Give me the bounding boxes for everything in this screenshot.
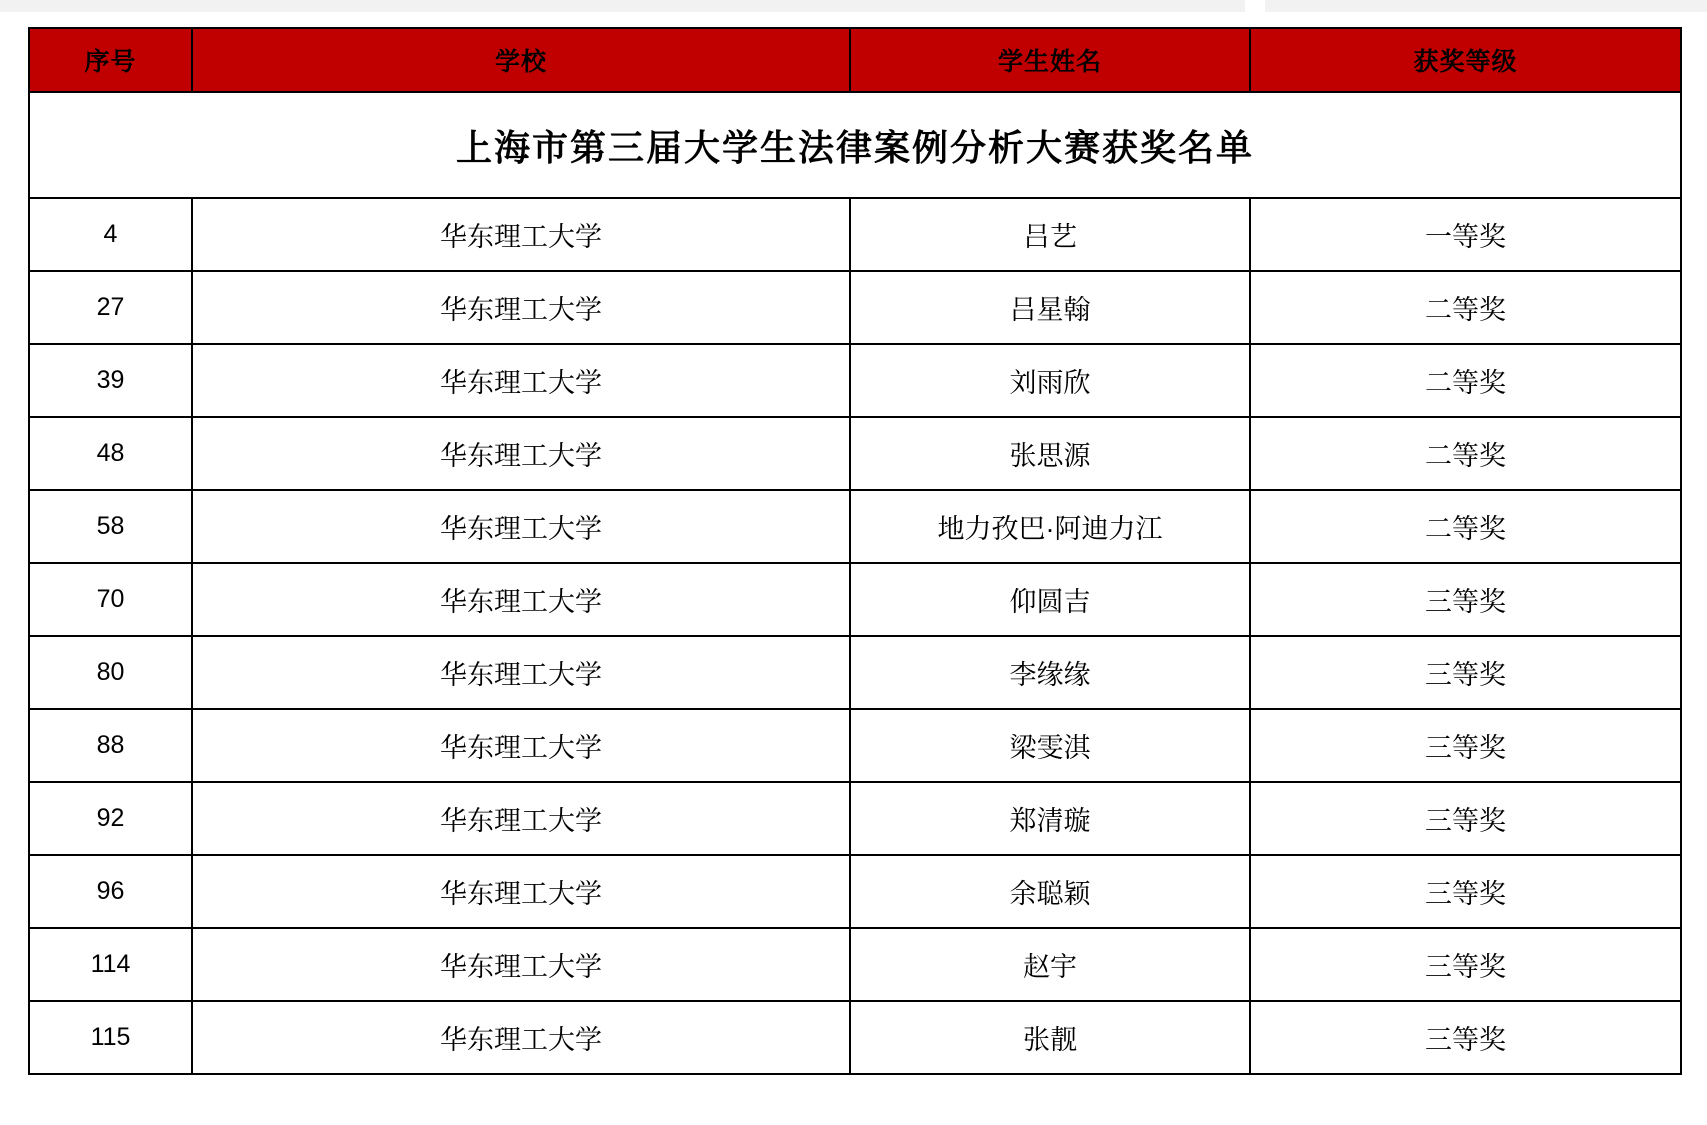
cell-school: 华东理工大学: [192, 709, 850, 782]
cell-index: 27: [29, 271, 192, 344]
cell-index: 114: [29, 928, 192, 1001]
cell-level: 二等奖: [1250, 271, 1681, 344]
table-row: [29, 417, 1681, 490]
table-row: [29, 198, 1681, 271]
cell-school: 华东理工大学: [192, 636, 850, 709]
table-row: [29, 928, 1681, 1001]
award-table: [28, 27, 1682, 1075]
cell-name: 刘雨欣: [850, 344, 1250, 417]
cell-level: 二等奖: [1250, 417, 1681, 490]
cell-name: 地力孜巴·阿迪力江: [850, 490, 1250, 563]
cell-name: 李缘缘: [850, 636, 1250, 709]
cell-name: 赵宇: [850, 928, 1250, 1001]
table-row: [29, 782, 1681, 855]
table-title-row: [29, 92, 1681, 198]
column-header-index: 序号: [29, 28, 192, 92]
cell-name: 吕星翰: [850, 271, 1250, 344]
cell-school: 华东理工大学: [192, 928, 850, 1001]
cell-name: 梁雯淇: [850, 709, 1250, 782]
cell-name: 郑清璇: [850, 782, 1250, 855]
cell-level: 三等奖: [1250, 782, 1681, 855]
cell-index: 88: [29, 709, 192, 782]
cell-school: 华东理工大学: [192, 198, 850, 271]
table-row: [29, 490, 1681, 563]
cell-index: 80: [29, 636, 192, 709]
cell-school: 华东理工大学: [192, 782, 850, 855]
cell-school: 华东理工大学: [192, 1001, 850, 1074]
table-row: [29, 563, 1681, 636]
cell-name: 张思源: [850, 417, 1250, 490]
cell-level: 三等奖: [1250, 636, 1681, 709]
award-list-container: [28, 27, 1680, 1075]
cell-index: 92: [29, 782, 192, 855]
cell-level: 三等奖: [1250, 928, 1681, 1001]
cell-school: 华东理工大学: [192, 563, 850, 636]
cell-index: 70: [29, 563, 192, 636]
cell-level: 三等奖: [1250, 855, 1681, 928]
cell-name: 张靓: [850, 1001, 1250, 1074]
cell-school: 华东理工大学: [192, 271, 850, 344]
table-row: [29, 271, 1681, 344]
table-body: [29, 198, 1681, 1074]
table-row: [29, 1001, 1681, 1074]
cell-name: 吕艺: [850, 198, 1250, 271]
page-title: 上海市第三届大学生法律案例分析大赛获奖名单: [29, 92, 1681, 198]
cell-level: 一等奖: [1250, 198, 1681, 271]
cell-level: 二等奖: [1250, 344, 1681, 417]
cell-index: 39: [29, 344, 192, 417]
cell-name: 仰圆吉: [850, 563, 1250, 636]
column-header-level: 获奖等级: [1250, 28, 1681, 92]
cell-school: 华东理工大学: [192, 855, 850, 928]
cell-level: 二等奖: [1250, 490, 1681, 563]
cell-index: 48: [29, 417, 192, 490]
cell-index: 4: [29, 198, 192, 271]
table-row: [29, 344, 1681, 417]
column-header-name: 学生姓名: [850, 28, 1250, 92]
cell-school: 华东理工大学: [192, 344, 850, 417]
table-header-row: [29, 28, 1681, 92]
table-row: [29, 636, 1681, 709]
cell-index: 115: [29, 1001, 192, 1074]
cell-school: 华东理工大学: [192, 490, 850, 563]
cell-level: 三等奖: [1250, 1001, 1681, 1074]
table-row: [29, 855, 1681, 928]
top-strip-band-right: [1265, 0, 1707, 12]
cell-index: 58: [29, 490, 192, 563]
page-top-strip: [0, 0, 1707, 20]
cell-level: 三等奖: [1250, 563, 1681, 636]
cell-school: 华东理工大学: [192, 417, 850, 490]
cell-index: 96: [29, 855, 192, 928]
column-header-school: 学校: [192, 28, 850, 92]
cell-name: 余聪颖: [850, 855, 1250, 928]
top-strip-band-left: [0, 0, 1245, 12]
table-row: [29, 709, 1681, 782]
cell-level: 三等奖: [1250, 709, 1681, 782]
